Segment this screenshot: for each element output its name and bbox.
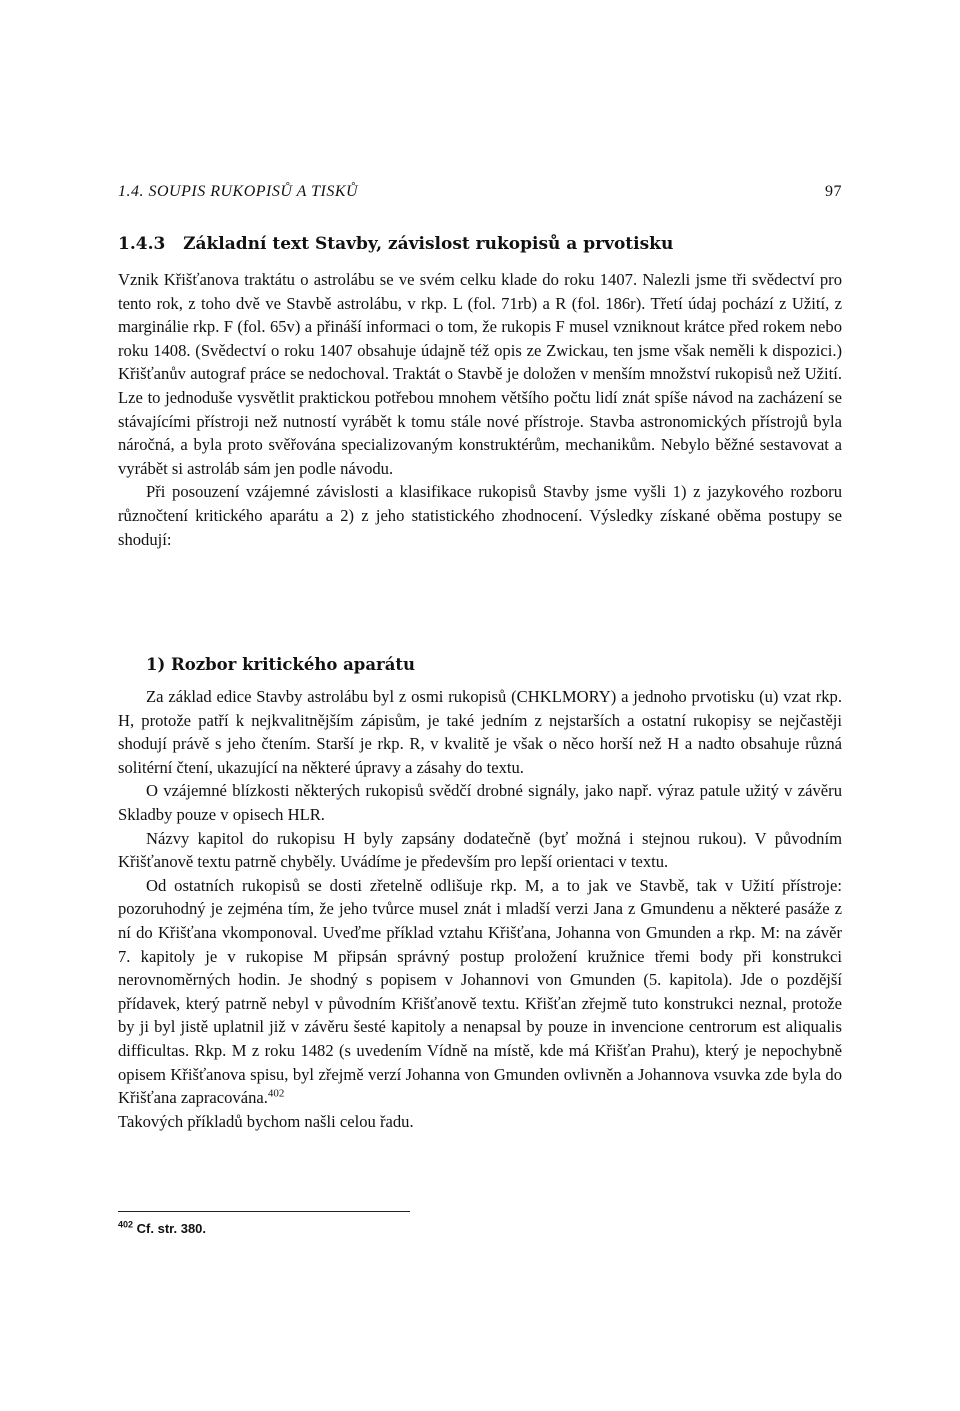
paragraph-2: Při posouzení vzájemné závislosti a klasifikace rukopisů Stavby jsme vyšli 1) z jazykového rozboru různočtení kritického aparátu a 2) z jeho statistického zhodnocení. Výsledky získané oběma postupy se shodují: <box>118 482 842 549</box>
footnote-number: 402 <box>118 1219 134 1230</box>
paragraph-5: Názvy kapitol do rukopisu H byly zapsány dodatečně (byť možná i stejnou rukou). V původním Křišťanově textu patrně chyběly. Uvádíme je především pro lepší orientaci v textu. <box>118 828 842 872</box>
footnote-text: Cf. str. 380. <box>136 1221 207 1236</box>
footnote-reference[interactable]: 402 <box>267 1087 285 1100</box>
paragraph-6 <box>118 874 842 1110</box>
page-number: 97 <box>825 183 842 200</box>
paragraph-1: Vznik Křišťanova traktátu o astrolábu se ve svém celku klade do roku 1407. Nalezli jsme tři svědectví pro tento rok, z toho dvě ve Stavbě astrolábu, v rkp. L (fol. 71rb) a R (fol. 186r). Třetí údaj pochází z Užití, z marginálie rkp. F (fol. 65v) a přináší informaci o tom, že rukopis F musel vzniknout krátce před rokem nebo roku 1408. (Svědectví o roku 1407 obsahuje údajně též opis ze Zwickau, ten jsme však neměli k dispozici.) Křišťanův autograf práce se nedochoval. Traktát o Stavbě je doložen v menším množství rukopisů než Užití. Lze to jednoduše vysvětlit praktickou potřebou mnohem většího počtu lidí znát spíše návod na zacházení se stávajícími přístroji než nutností vyrábět k tomu stále nové přístroje. Stavba astronomických přístrojů byla náročná, a byla proto svěřována specializovaným konstruktérům, mechanikům. Nebylo běžné sestavovat a vyrábět si astroláb sám jen podle návodu. <box>118 270 842 478</box>
section-heading <box>118 234 842 254</box>
running-head <box>118 183 842 201</box>
section-title: Základní text Stavby, závislost rukopisů a prvotisku <box>183 234 674 254</box>
intro-text <box>118 268 842 551</box>
paragraph-4: O vzájemné blízkosti některých rukopisů svědčí drobné signály, jako např. výraz patule užitý v závěru Skladby pouze v opisech HLR. <box>118 781 842 824</box>
subsection-heading: 1) Rozbor kritického aparátu <box>146 655 416 674</box>
running-head-section: 1.4. <box>118 183 144 200</box>
footnote-rule <box>118 1211 410 1212</box>
paragraph-7: Takových příkladů bychom našli celou řadu. <box>118 1111 414 1131</box>
paragraph-3: Za základ edice Stavby astrolábu byl z osmi rukopisů (CHKLMORY) a jednoho prvotisku (u) vzat rkp. H, protože patří k nejkvalitnějším zápisům, je také jedním z nejstarších a ostatní rukopisy se nejčastěji shodují právě s jeho čtením. Starší je rkp. R, v kvalitě je však o něco horší než H a nadto obsahuje různá solitérní čtení, ukazující na některé úpravy a zásahy do textu. <box>118 687 842 777</box>
paragraph-6-text: Od ostatních rukopisů se dosti zřetelně odlišuje rkp. M, a to jak ve Stavbě, tak v Užití přístroje: pozoruhodný je zejména tím, že jeho tvůrce musel znát i mladší verzi Jana z Gmundenu a některé pasáže z ní do Křišťana vkomponoval. Uveďme příklad vztahu Křišťana, Johanna von Gmunden a rkp. M: na závěr 7. kapitoly je v rukopise M připsán správný postup proložení kružnice třemi body při konstrukci nerovnoměrných hodin. Je shodný s popisem v Johannovi von Gmunden (5. kapitola). Jde o pozdější přídavek, který patrně nebyl v původním Křišťanově textu. Křišťan zřejmě tuto konstrukci neznal, protože by ji byl jistě uplatnil již v závěru šesté kapitoly a nenapsal by pouze in invencione centrorum est aliqualis difficultas. Rkp. M z roku 1482 (s uvedením Vídně na místě, kde má Křišťan Prahu), který je nepochybně opisem Křišťanova spisu, byl zřejmě verzí Johanna von Gmunden ovlivněn a Johannova vsuvka zde byla do Křišťana zapracována. <box>118 875 842 1108</box>
analysis-text <box>118 685 842 1133</box>
footnote <box>118 1221 206 1236</box>
running-head-title: SOUPIS RUKOPISŮ A TISKŮ <box>148 183 359 200</box>
section-number: 1.4.3 <box>118 234 166 254</box>
